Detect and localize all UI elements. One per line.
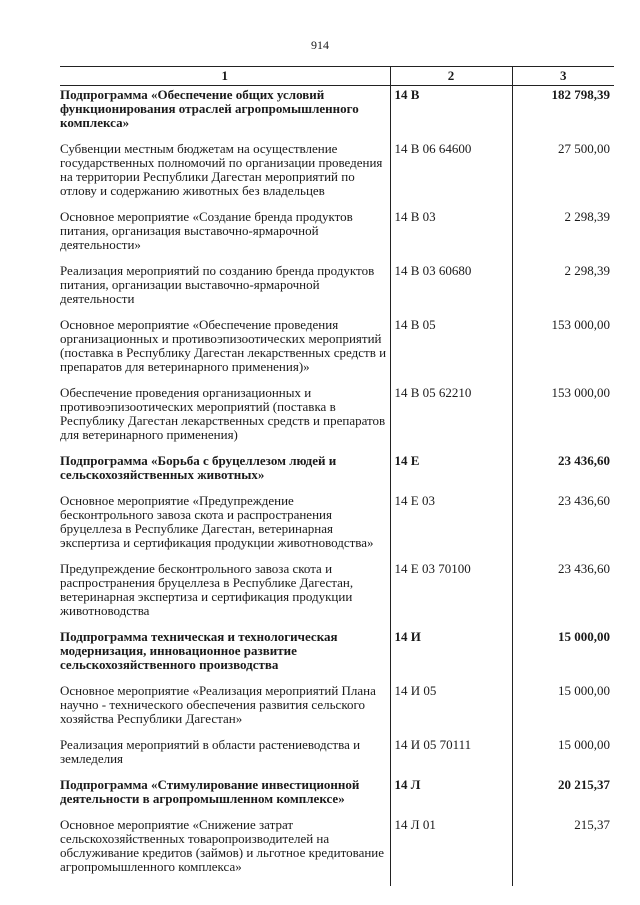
- table-row: [60, 142, 614, 210]
- row-amount: 15 000,00: [512, 684, 614, 738]
- table-row: [60, 562, 614, 630]
- row-name: Подпрограмма «Обеспечение общих условий функционирования отраслей агропромышленного комплекса»: [60, 87, 359, 130]
- table-row: [60, 738, 614, 778]
- row-amount: 2 298,39: [512, 264, 614, 318]
- row-name: Обеспечение проведения организационных и противоэпизоотических мероприятий (поставка в Республику Дагестан лекарственных средств и препаратов для ветеринарного применения): [60, 385, 386, 442]
- table-row: [60, 630, 614, 684]
- header-row: [60, 67, 614, 86]
- row-name: Предупреждение бесконтрольного завоза скота и распространения бруцеллеза в Республике Дагестан, ветеринарная экспертиза и сертификация продукции животноводства: [60, 561, 354, 618]
- row-code: 14 Е: [390, 454, 512, 494]
- budget-table: [60, 66, 614, 886]
- row-amount: 15 000,00: [512, 738, 614, 778]
- row-amount: 182 798,39: [512, 86, 614, 143]
- row-amount: 153 000,00: [512, 386, 614, 454]
- row-amount: 2 298,39: [512, 210, 614, 264]
- table-row: [60, 318, 614, 386]
- row-code: 14 И 05: [390, 684, 512, 738]
- column-header-3: 3: [512, 67, 614, 86]
- row-name: Основное мероприятие «Предупреждение бесконтрольного завоза скота и распространения бруцеллеза в Республике Дагестан, ветеринарная экспертиза и сертификация продукции животноводства»: [60, 493, 374, 550]
- row-code: 14 Л 01: [390, 818, 512, 886]
- row-code: 14 И 05 70111: [390, 738, 512, 778]
- row-name: Основное мероприятие «Обеспечение проведения организационных и противоэпизоотических мероприятий (поставка в Республику Дагестан лекарственных средств и препаратов для ветеринарного применения)»: [60, 317, 387, 374]
- row-name: Реализация мероприятий по созданию бренда продуктов питания, организации выставочно-ярмарочной деятельности: [60, 263, 375, 306]
- row-amount: 23 436,60: [512, 562, 614, 630]
- table-row: [60, 494, 614, 562]
- row-code: 14 Л: [390, 778, 512, 818]
- table-row: [60, 454, 614, 494]
- row-amount: 23 436,60: [512, 454, 614, 494]
- row-code: 14 Е 03: [390, 494, 512, 562]
- row-code: 14 В 05 62210: [390, 386, 512, 454]
- row-amount: 20 215,37: [512, 778, 614, 818]
- table-row: [60, 386, 614, 454]
- column-header-1: 1: [60, 67, 390, 86]
- row-name: Реализация мероприятий в области растениеводства и земледелия: [60, 737, 361, 766]
- row-name: Основное мероприятие «Реализация мероприятий Плана научно - технического обеспечения развития сельского хозяйства Республики Дагестан»: [60, 683, 376, 726]
- row-code: 14 И: [390, 630, 512, 684]
- table-body: [60, 86, 614, 887]
- row-code: 14 В 06 64600: [390, 142, 512, 210]
- table-row: [60, 778, 614, 818]
- row-code: 14 В 05: [390, 318, 512, 386]
- row-name: Основное мероприятие «Снижение затрат сельскохозяйственных товаропроизводителей на обслуживание кредитов (займов) и льготное кредитование агропромышленного комплекса»: [60, 817, 385, 874]
- table-row: [60, 264, 614, 318]
- row-name: Субвенции местным бюджетам на осуществление государственных полномочий по организации проведения на территории Республики Дагестан мероприятий по отлову и содержанию животных без владельцев: [60, 141, 383, 198]
- row-name: Подпрограмма «Борьба с бруцеллезом людей и сельскохозяйственных животных»: [60, 453, 337, 482]
- row-amount: 15 000,00: [512, 630, 614, 684]
- row-name: Основное мероприятие «Создание бренда продуктов питания, организация выставочно-ярмарочной деятельности»: [60, 209, 353, 252]
- row-code: 14 В 03 60680: [390, 264, 512, 318]
- row-amount: 27 500,00: [512, 142, 614, 210]
- row-amount: 23 436,60: [512, 494, 614, 562]
- row-amount: 153 000,00: [512, 318, 614, 386]
- row-code: 14 В 03: [390, 210, 512, 264]
- table-row: [60, 684, 614, 738]
- row-code: 14 В: [390, 86, 512, 143]
- table-row: [60, 86, 614, 143]
- row-name: Подпрограмма «Стимулирование инвестиционной деятельности в агропромышленном комплексе»: [60, 777, 360, 806]
- column-header-2: 2: [390, 67, 512, 86]
- row-amount: 215,37: [512, 818, 614, 886]
- row-name: Подпрограмма техническая и технологическая модернизация, инновационное развитие сельскохозяйственного производства: [60, 629, 338, 672]
- table-row: [60, 818, 614, 886]
- page-number: 914: [311, 38, 329, 52]
- row-code: 14 Е 03 70100: [390, 562, 512, 630]
- table-row: [60, 210, 614, 264]
